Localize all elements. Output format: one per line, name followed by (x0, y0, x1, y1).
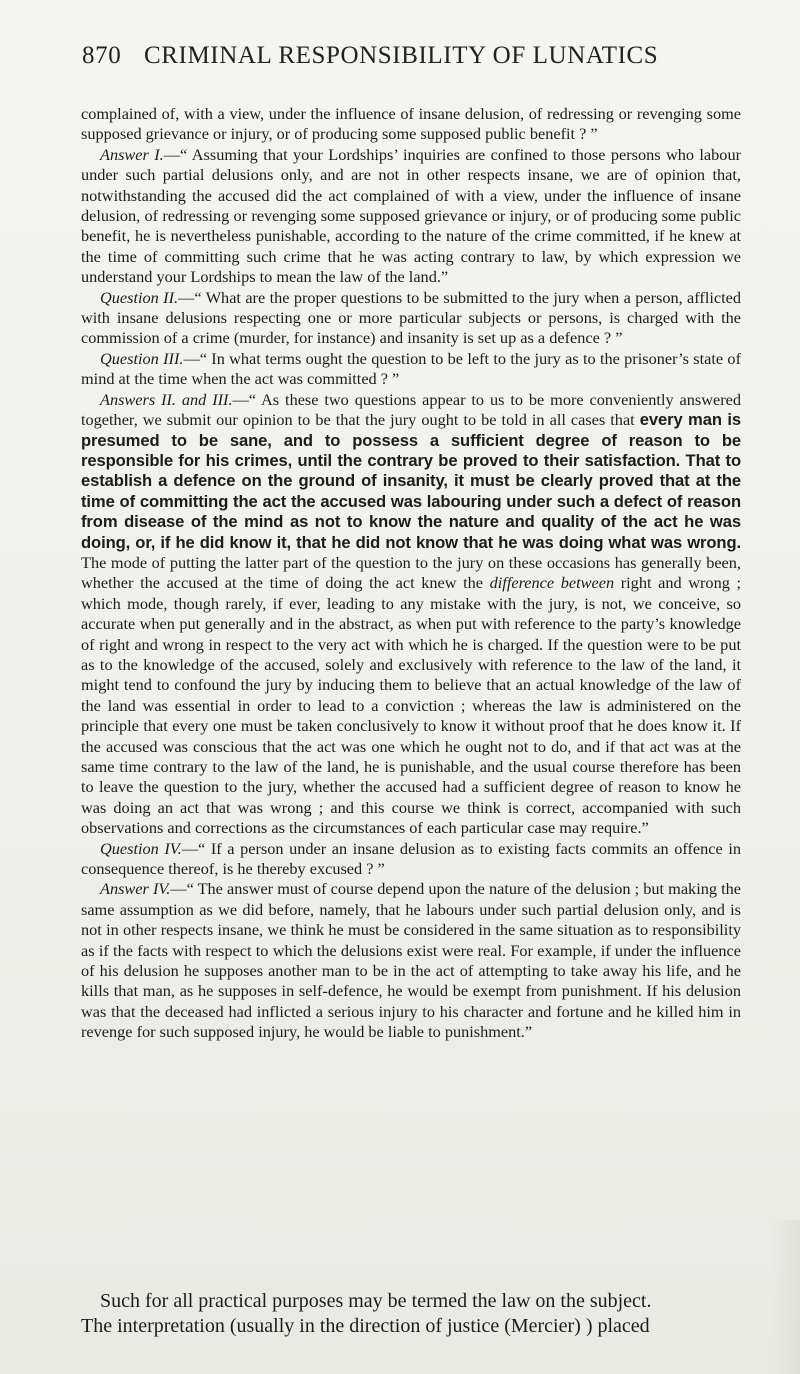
body-text (81, 104, 741, 1043)
answer-4-label: Answer IV. (100, 879, 171, 899)
question-2-paragraph (81, 288, 741, 349)
answers-2-3-text-c: right and wrong ; which mode, though rarely, if ever, leading to any mistake with the jury, is not, we conceive, so accurate when put generally and in the abstract, as when put with reference to the party’s knowledge of right and wrong in respect to the very act with which he is charged. If the question were to be put as to the knowledge of the accused, solely and exclusively with reference to the law of the land, it might tend to confound the jury by inducing them to believe that an actual knowledge of the law of the land was essential in order to lead to a conviction ; whereas the law is administered on the principle that every one must be taken conclusively to know it without proof that he does know it. If the accused was conscious that the act was one which he ought not to do, and if that act was at the same time contrary to the law of the land, he is punishable, and the usual course therefore has been to leave the question to the jury, whether the accused had a sufficient degree of reason to know he was doing an act that was wrong ; and this course we think is correct, accompanied with such observations and corrections as the circumstances of each particular case may require.” (81, 573, 742, 838)
answer-4-text: —“ The answer must of course depend upon the nature of the delusion ; but making the same assumption as we did before, namely, that he labours under such partial delusion only, and is not in other respects insane, we think he must be considered in the same situation as to responsibility as if the facts with respect to which the delusions exist were real. For example, if under the influence of his delusion he supposes another man to be in the act of attempting to take away his life, and he kills that man, as he supposes in self-defence, he would be exempt from punishment. If his delusion was that the deceased had inflicted a serious injury to his character and fortune and he killed him in revenge for such supposed injury, he would be liable to punishment.” (81, 879, 741, 1042)
answers-2-3-text-a: —“ As these two questions appear to us to be more conveniently answered together, we submit our opinion to be that the jury ought to be told in all cases that (81, 389, 741, 430)
question-2-label: Question II. (100, 287, 179, 307)
question-4-text: —“ If a person under an insane delusion as to existing facts commits an offence in consequence thereof, is he thereby excused ? ” (81, 838, 742, 879)
closing-text (81, 1289, 751, 1339)
answer-1-text: —“ Assuming that your Lordships’ inquiries are confined to those persons who labour under such partial delusions only, and are not in other respects insane, we are of opinion that, notwithstanding the accused did the act complained of with a view, under the influence of insane delusion, of redressing or revenging some supposed grievance or injury, or of producing some public benefit, he is nevertheless punishable, according to the nature of the crime committed, if he knew at the time of committing such crime that he was acting contrary to law, by which expression we understand your Lordships to mean the law of the land.” (81, 144, 742, 287)
page-edge-shadow (770, 1220, 800, 1374)
running-title: CRIMINAL RESPONSIBILITY OF LUNATICS (144, 42, 659, 69)
closing-line-1: Such for all practical purposes may be termed the law on the subject. (100, 1290, 652, 1312)
answers-2-3-text-b: The mode of putting the latter part of the question to the jury on these occasions has generally been, whether the accused at the time of doing the act knew the (81, 552, 741, 593)
answer-1-label: Answer I. (100, 144, 164, 164)
answers-2-3-label: Answers II. and III. (100, 389, 233, 409)
mcnaghten-rule-bold: every man is presumed to be sane, and to possess a sufficient degree of reason to be responsible for his crimes, until the contrary be proved to their satisfaction. That to establish a defence on the ground of insanity, it must be clearly proved that at the time of committing the act the accused was labouring under such a defect of reason from disease of the mind as not to know the nature and quality of the act he was doing, or, if he did know it, that he did not know that he was doing what was wrong. (81, 410, 741, 552)
answer-4-paragraph (81, 879, 741, 1042)
difference-between-italic: difference between (489, 573, 615, 593)
page-number: 870 (82, 42, 122, 69)
answer-1-paragraph (81, 145, 741, 288)
paragraph-continuation: complained of, with a view, under the influence of insane delusion, of redressing or revenging some supposed grievance or injury, or of producing some supposed public benefit ? ” (81, 104, 741, 144)
question-3-label: Question III. (100, 348, 184, 368)
answers-2-3-paragraph (81, 390, 741, 839)
closing-line-2: The interpretation (usually in the direction of justice (Mercier) ) placed (81, 1315, 650, 1337)
question-4-paragraph (81, 839, 741, 880)
running-header (82, 42, 742, 82)
question-3-paragraph (81, 349, 741, 390)
question-2-text: —“ What are the proper questions to be submitted to the jury when a person, afflicted with insane delusions respecting one or more particular subjects or persons, is charged with the commission of a crime (murder, for instance) and insanity is set up as a defence ? ” (81, 287, 741, 348)
question-4-label: Question IV. (100, 838, 182, 858)
question-3-text: —“ In what terms ought the question to be left to the jury as to the prisoner’s state of mind at the time when the act was committed ? ” (81, 348, 741, 389)
